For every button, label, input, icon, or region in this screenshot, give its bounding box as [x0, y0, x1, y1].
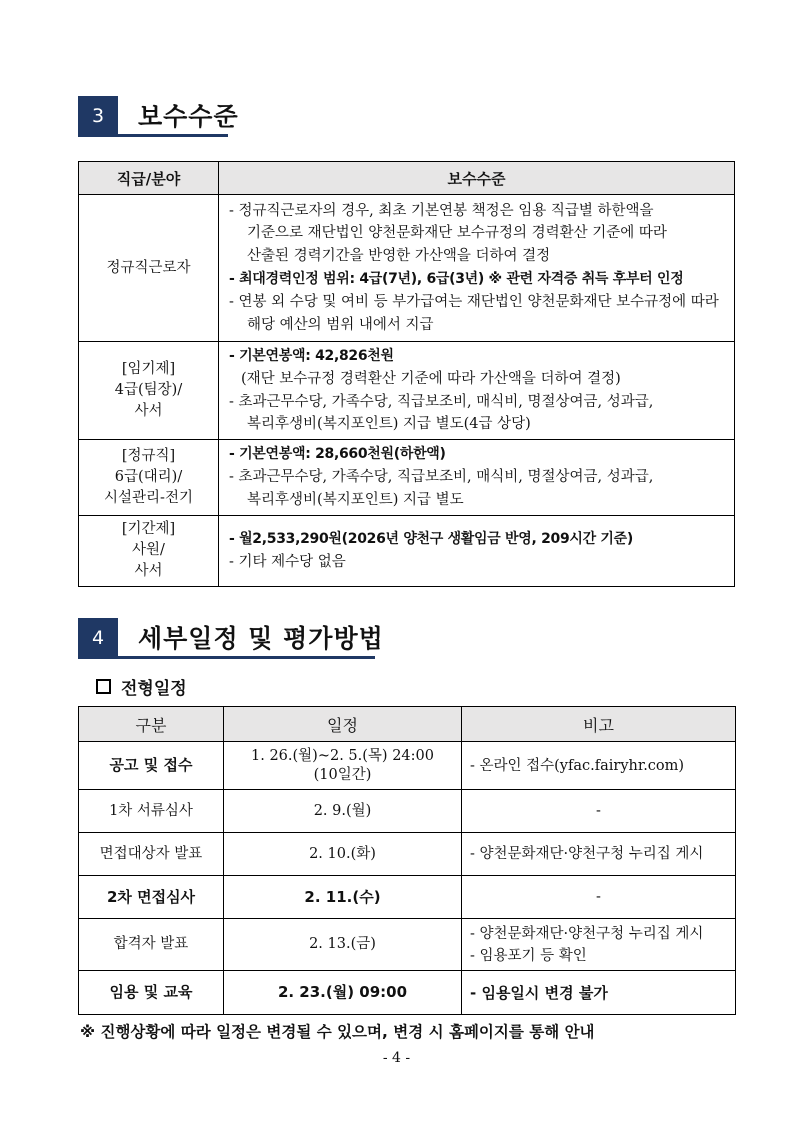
- description-cell: - 정규직근로자의 경우, 최초 기본연봉 책정은 임용 직급별 하한액을 기준으로 재단법인 양천문화재단 보수규정의 경력환산 기준에 따라 산출된 경력기간을 반영한 가산액을 더하여 결정 - 최대경력인정 범위: 4급(7년), 6급(3년) ※ 관련 자격증 취득 후부터 인정 - 연봉 외 수당 및 여비 등 부가급여는 재단법인 양천문화재단 보수규정에 따라 해당 예산의 범위 내에서 지급: [219, 195, 735, 342]
- date-cell: 2. 10.(화): [224, 833, 462, 876]
- table-row: [79, 919, 736, 971]
- stage-cell: 2차 면접심사: [79, 876, 224, 919]
- stage-cell: 1차 서류심사: [79, 790, 224, 833]
- category-cell: [정규직] 6급(대리)/ 시설관리-전기: [79, 440, 219, 515]
- pay-level-table: [78, 161, 735, 587]
- note-cell: -: [462, 876, 736, 919]
- note-cell: -: [462, 790, 736, 833]
- table-header-row: [79, 162, 735, 195]
- note-cell: - 양천문화재단·양천구청 누리집 게시 - 임용포기 등 확인: [462, 919, 736, 971]
- table-row: [79, 515, 735, 586]
- table-row: [79, 876, 736, 919]
- category-cell: [임기제] 4급(팀장)/ 사서: [79, 342, 219, 440]
- description-cell: - 기본연봉액: 28,660천원(하한액) - 초과근무수당, 가족수당, 직급보조비, 매식비, 명절상여금, 성과급, 복리후생비(복지포인트) 지급 별도: [219, 440, 735, 515]
- page-number: - 4 -: [382, 1050, 411, 1066]
- stage-cell: 합격자 발표: [79, 919, 224, 971]
- column-header: 구분: [79, 707, 224, 742]
- date-cell: 2. 23.(월) 09:00: [224, 971, 462, 1015]
- category-cell: 정규직근로자: [79, 195, 219, 342]
- description-cell: - 기본연봉액: 42,826천원 (재단 보수규정 경력환산 기준에 따라 가산액을 더하여 결정) - 초과근무수당, 가족수당, 직급보조비, 매식비, 명절상여금, 성과급, 복리후생비(복지포인트) 지급 별도(4급 상당): [219, 342, 735, 440]
- note-cell: - 온라인 접수(yfac.fairyhr.com): [462, 742, 736, 790]
- note-cell: - 양천문화재단·양천구청 누리집 게시: [462, 833, 736, 876]
- subheading-text: 전형일정: [121, 679, 187, 699]
- section-title: 세부일정 및 평가방법: [138, 624, 384, 653]
- column-header: 일정: [224, 707, 462, 742]
- section-title: 보수수준: [138, 102, 239, 131]
- section-underline: [78, 134, 228, 137]
- section-number: 4: [78, 618, 118, 658]
- category-cell: [기간제] 사원/ 사서: [79, 515, 219, 586]
- column-header: 비고: [462, 707, 736, 742]
- checkbox-icon: [96, 679, 111, 694]
- section-underline: [78, 656, 375, 659]
- description-cell: - 월2,533,290원(2026년 양천구 생활임금 반영, 209시간 기준) - 기타 제수당 없음: [219, 515, 735, 586]
- table-row: [79, 971, 736, 1015]
- schedule-subheading: [96, 674, 187, 699]
- column-header: 보수수준: [219, 162, 735, 195]
- date-cell: 2. 9.(월): [224, 790, 462, 833]
- stage-cell: 면접대상자 발표: [79, 833, 224, 876]
- table-row: [79, 742, 736, 790]
- table-row: [79, 833, 736, 876]
- table-header-row: [79, 707, 736, 742]
- section-number: 3: [78, 96, 118, 136]
- table-row: [79, 440, 735, 515]
- date-cell: 2. 13.(금): [224, 919, 462, 971]
- stage-cell: 공고 및 접수: [79, 742, 224, 790]
- table-row: [79, 342, 735, 440]
- column-header: 직급/분야: [79, 162, 219, 195]
- schedule-table: [78, 706, 736, 1015]
- date-cell: 2. 11.(수): [224, 876, 462, 919]
- date-cell: 1. 26.(월)~2. 5.(목) 24:00 (10일간): [224, 742, 462, 790]
- table-row: [79, 195, 735, 342]
- note-cell: - 임용일시 변경 불가: [462, 971, 736, 1015]
- table-row: [79, 790, 736, 833]
- stage-cell: 임용 및 교육: [79, 971, 224, 1015]
- schedule-footnote: ※ 진행상황에 따라 일정은 변경될 수 있으며, 변경 시 홈페이지를 통해 안내: [80, 1023, 595, 1041]
